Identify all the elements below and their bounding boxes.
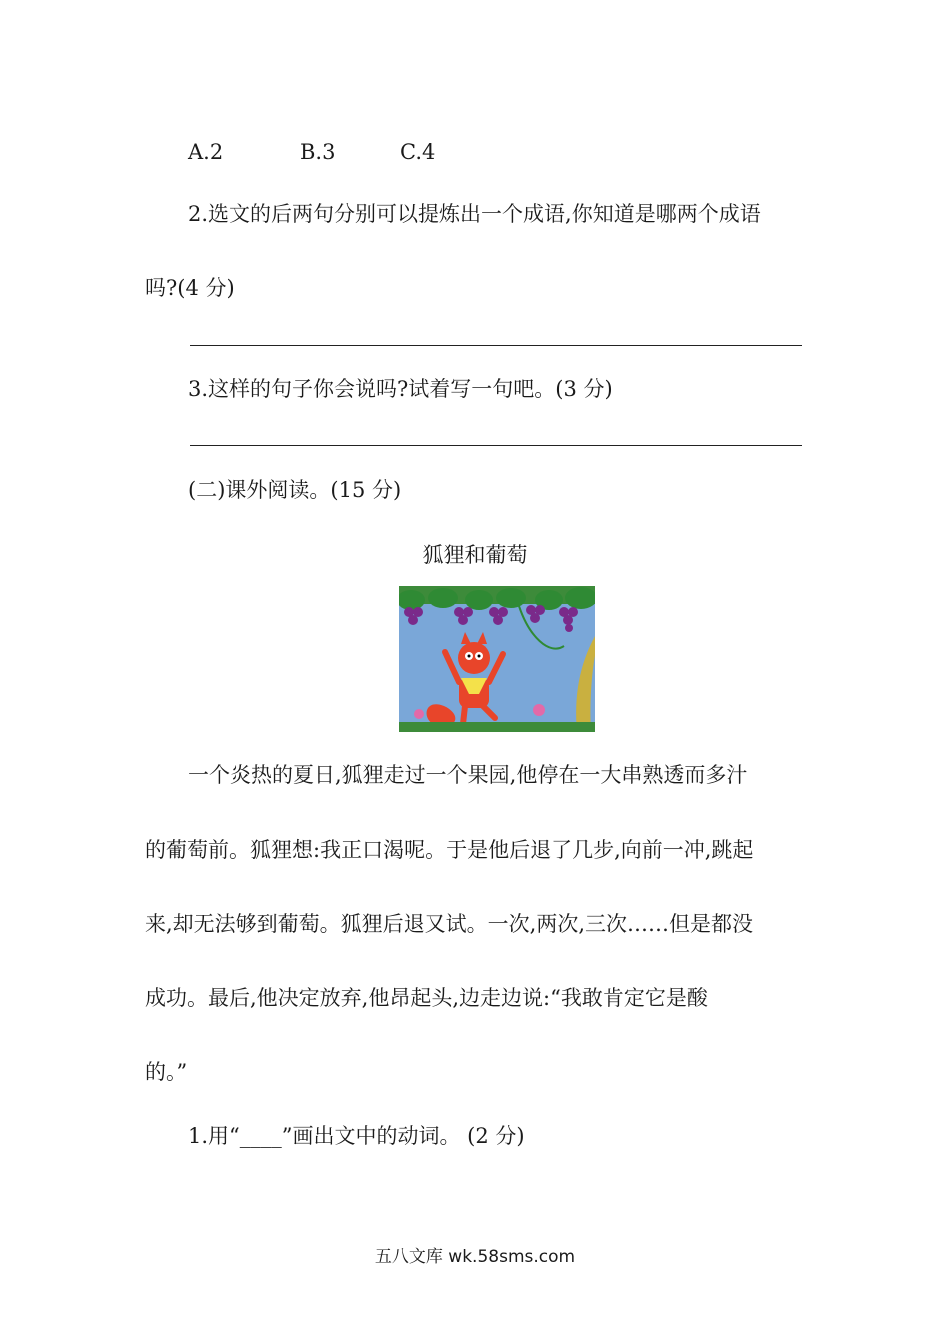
option-a: A.2 bbox=[188, 140, 224, 164]
story-paragraph-line: 的葡萄前。狐狸想:我正口渴呢。于是他后退了几步,向前一冲,跳起 bbox=[145, 838, 754, 862]
section-heading: (二)课外阅读。(15 分) bbox=[188, 478, 402, 502]
option-b: B.3 bbox=[300, 140, 336, 164]
fox-and-grapes-illustration bbox=[399, 586, 595, 732]
story-paragraph-line: 成功。最后,他决定放弃,他昂起头,边走边说:“我敢肯定它是酸 bbox=[145, 986, 708, 1010]
answer-line[interactable] bbox=[190, 445, 802, 446]
story-paragraph-line: 一个炎热的夏日,狐狸走过一个果园,他停在一大串熟透而多汁 bbox=[188, 763, 748, 787]
subquestion-1: 1.用“____”画出文中的动词。 (2 分) bbox=[188, 1124, 525, 1148]
footer-watermark: 五八文库 wk.58sms.com bbox=[374, 1247, 576, 1267]
answer-line[interactable] bbox=[190, 345, 802, 346]
question-2-line1: 2.选文的后两句分别可以提炼出一个成语,你知道是哪两个成语 bbox=[188, 202, 761, 226]
question-3: 3.这样的句子你会说吗?试着写一句吧。(3 分) bbox=[188, 377, 613, 401]
story-title: 狐狸和葡萄 bbox=[422, 543, 528, 567]
option-c: C.4 bbox=[400, 140, 436, 164]
story-paragraph-line: 来,却无法够到葡萄。狐狸后退又试。一次,两次,三次……但是都没 bbox=[145, 912, 754, 936]
question-2-line2: 吗?(4 分) bbox=[145, 276, 235, 300]
story-paragraph-line: 的。” bbox=[145, 1060, 188, 1084]
